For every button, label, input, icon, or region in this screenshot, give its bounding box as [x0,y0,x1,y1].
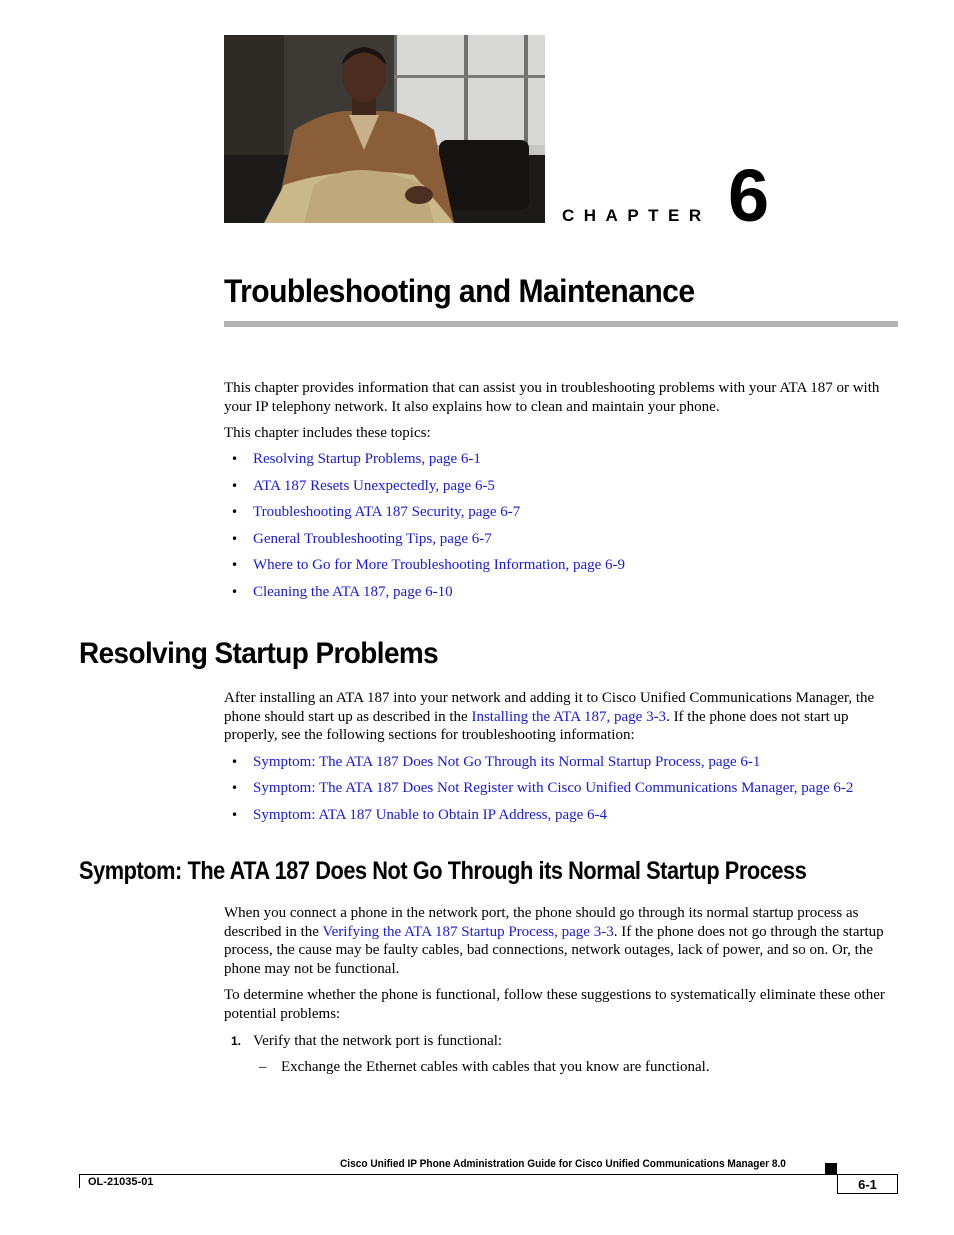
chapter-photo [224,35,545,223]
bullet-icon: • [231,452,239,466]
topic-link[interactable]: Cleaning the ATA 187, page 6-10 [253,584,453,600]
numbered-step [231,1032,502,1050]
section-heading-symptom: Symptom: The ATA 187 Does Not Go Through its Normal Startup Process [79,857,807,885]
topic-link[interactable]: ATA 187 Resets Unexpectedly, page 6-5 [253,478,495,494]
step-number: 1. [231,1034,242,1048]
bullet-icon: • [231,808,239,822]
symptom-link[interactable]: Symptom: The ATA 187 Does Not Register with Cisco Unified Communications Manager, page 6-2 [253,780,854,796]
bullet-icon: • [231,585,239,599]
topic-link[interactable]: Troubleshooting ATA 187 Security, page 6-7 [253,504,521,520]
list-item [231,556,625,574]
topic-link[interactable]: Resolving Startup Problems, page 6-1 [253,451,481,467]
list-item [231,477,495,495]
bullet-icon: • [231,532,239,546]
list-item [231,753,760,771]
startup-paragraph: After installing an ATA 187 into your network and adding it to Cisco Unified Communications Manager, the phone should start up as described in the Installing the ATA 187, page 3-3. If the phone does not start up properly, see the following sections for troubleshooting information: [224,690,875,743]
section-heading-startup: Resolving Startup Problems [79,637,439,670]
chapter-photo-person [224,35,545,223]
symptom-link[interactable]: Symptom: ATA 187 Unable to Obtain IP Address, page 6-4 [253,807,608,823]
list-item [231,583,453,601]
symptom-paragraph: When you connect a phone in the network port, the phone should go through its normal startup process as described in the Verifying the ATA 187 Startup Process, page 3-3. If the phone does not go through the startup process, the cause may be faulty cables, bad connections, network outages, lack of power, and so on. Or, the phone may not be functional. [224,905,884,977]
bullet-icon: • [231,781,239,795]
symptom-link[interactable]: Symptom: The ATA 187 Does Not Go Through its Normal Startup Process, page 6-1 [253,754,761,770]
topic-link[interactable]: General Troubleshooting Tips, page 6-7 [253,531,492,547]
intro-paragraph: This chapter provides information that can assist you in troubleshooting problems with your ATA 187 or with your IP telephony network. It also explains how to clean and maintain your phone. [224,380,880,415]
footer-tick [79,1174,80,1188]
footer-page-number: 6-1 [858,1177,877,1192]
determine-paragraph: To determine whether the phone is functional, follow these suggestions to systematically eliminate these other potential problems: [224,987,885,1022]
installing-link[interactable]: Installing the ATA 187, page 3-3 [471,708,667,725]
sub-step-text: Exchange the Ethernet cables with cables that you know are functional. [281,1059,710,1075]
topic-link[interactable]: Where to Go for More Troubleshooting Information, page 6-9 [253,557,626,573]
topics-intro: This chapter includes these topics: [224,425,431,441]
chapter-number: 6 [728,154,770,237]
chapter-title: Troubleshooting and Maintenance [224,273,695,309]
dash-marker: – [259,1059,267,1075]
title-rule [224,321,898,327]
bullet-icon: • [231,755,239,769]
list-item [231,806,607,824]
list-item [231,503,520,521]
bullet-icon: • [231,479,239,493]
footer-guide-title: Cisco Unified IP Phone Administration Guide for Cisco Unified Communications Manager 8.0 [340,1158,786,1170]
chapter-label: CHAPTER [562,206,711,225]
step-text: Verify that the network port is functional: [253,1033,503,1049]
bullet-icon: • [231,558,239,572]
verifying-link[interactable]: Verifying the ATA 187 Startup Process, page 3-3 [322,923,614,940]
list-item [231,450,481,468]
footer-doc-id: OL-21035-01 [88,1176,154,1188]
bullet-icon: • [231,505,239,519]
list-item [231,779,853,797]
list-item [231,530,492,548]
footer-rule [79,1174,835,1175]
sub-step [259,1058,710,1076]
